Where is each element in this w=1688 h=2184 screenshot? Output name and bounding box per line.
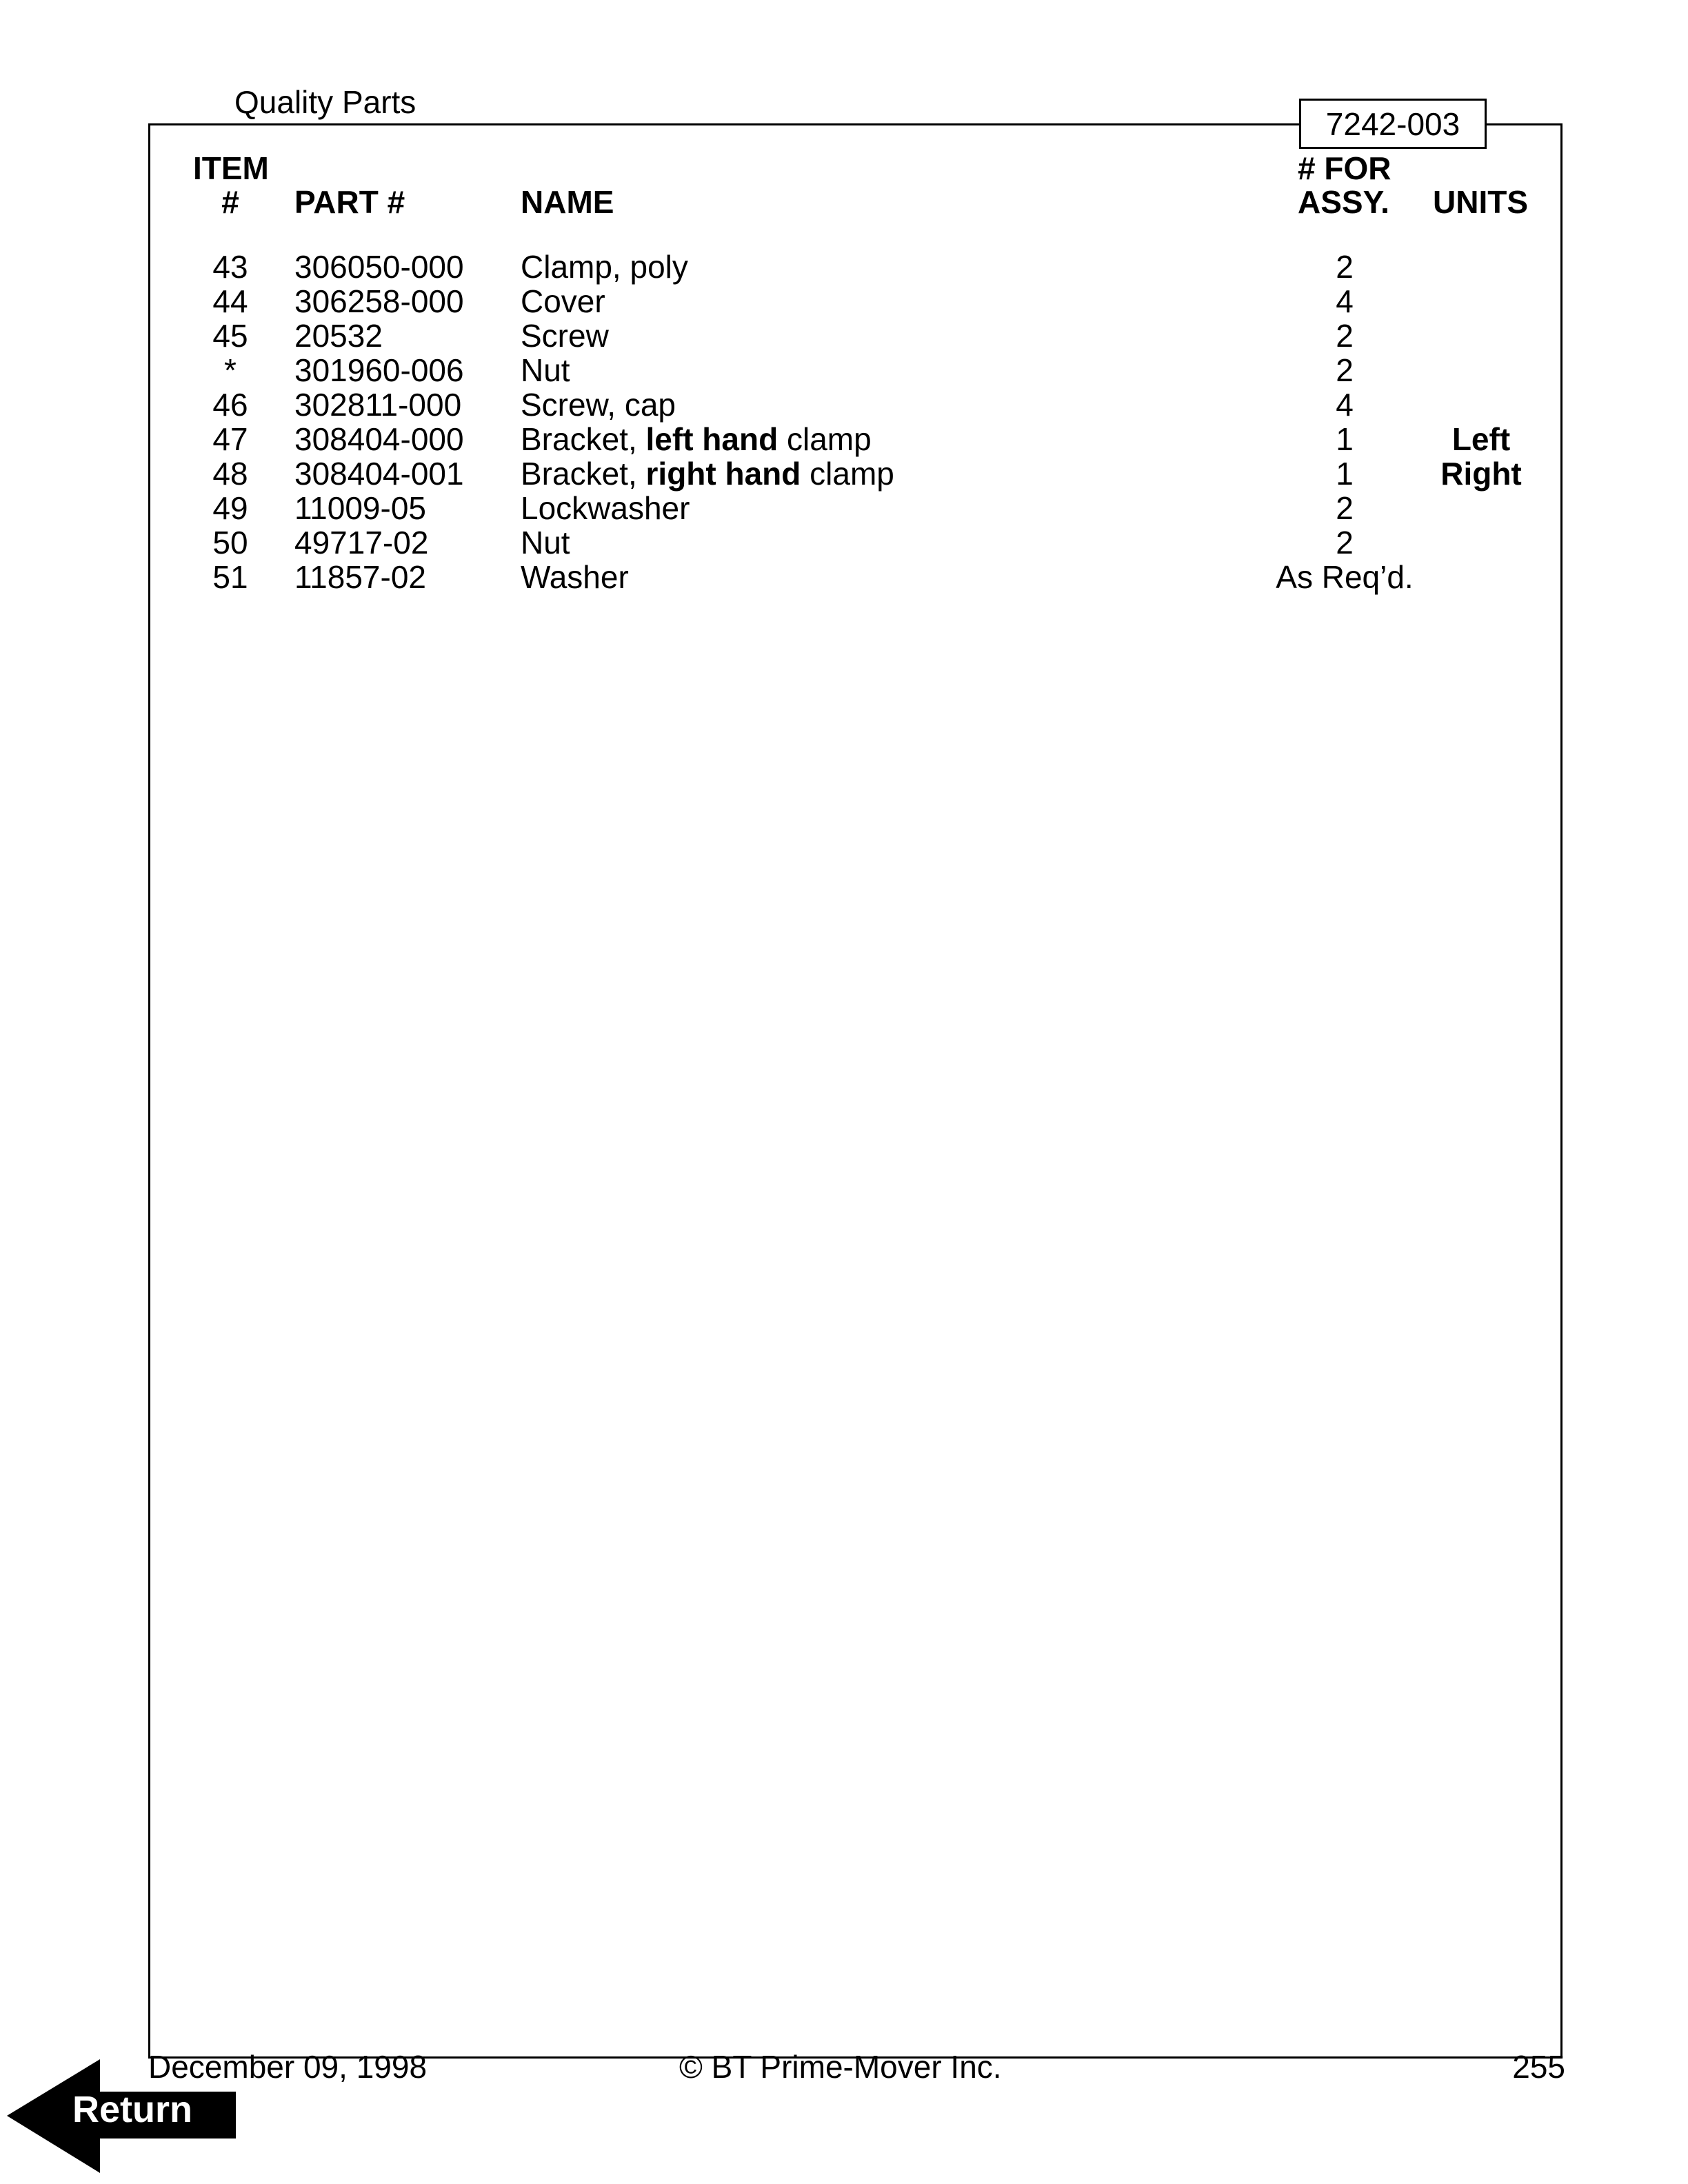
table-row (0, 284, 1688, 318)
part-name: Screw (521, 318, 609, 354)
table-row (0, 560, 1688, 594)
part-name: Lockwasher (521, 490, 690, 526)
assy-quantity: 4 (1336, 283, 1354, 319)
part-number: 308404-000 (294, 421, 464, 457)
item-number: 44 (212, 283, 248, 319)
part-number: 302811-000 (294, 387, 462, 423)
header-item-line2: # (221, 184, 239, 220)
table-row (0, 353, 1688, 387)
table-row (0, 250, 1688, 284)
item-number: 46 (212, 387, 248, 423)
page-number: 255 (1512, 2049, 1565, 2085)
assy-quantity: As Req’d. (1276, 559, 1414, 595)
part-number: 301960-006 (294, 352, 464, 388)
table-row (0, 318, 1688, 353)
part-name: Clamp, poly (521, 249, 688, 285)
table-row (0, 456, 1688, 491)
assy-quantity: 4 (1336, 387, 1354, 423)
return-label: Return (72, 2089, 192, 2130)
units: Right (1440, 456, 1522, 492)
header-part-number: PART # (294, 184, 405, 220)
part-name: Screw, cap (521, 387, 676, 423)
item-number: 45 (212, 318, 248, 354)
table-row (0, 387, 1688, 422)
part-name: Nut (521, 352, 570, 388)
table-row (0, 422, 1688, 456)
assy-quantity: 1 (1336, 456, 1354, 492)
part-name: Nut (521, 525, 570, 560)
footer-copyright: © BT Prime-Mover Inc. (679, 2049, 1002, 2085)
part-name: Bracket, right hand clamp (521, 456, 894, 492)
assy-quantity: 2 (1336, 352, 1354, 388)
assy-quantity: 2 (1336, 490, 1354, 526)
table-row (0, 525, 1688, 560)
part-number: 306050-000 (294, 249, 464, 285)
part-number: 20532 (294, 318, 383, 354)
item-number: * (224, 352, 237, 388)
header-assy-line1: # FOR (1298, 150, 1391, 186)
header-item-line1: ITEM (193, 150, 269, 186)
item-number: 43 (212, 249, 248, 285)
document-number: 7242-003 (1325, 105, 1460, 142)
item-number: 47 (212, 421, 248, 457)
assy-quantity: 2 (1336, 249, 1354, 285)
footer-date: December 09, 1998 (148, 2049, 428, 2085)
header-units: UNITS (1433, 184, 1528, 220)
return-button[interactable] (7, 2059, 238, 2173)
section-title: Quality Parts (234, 84, 416, 120)
part-number: 49717-02 (294, 525, 429, 560)
item-number: 50 (212, 525, 248, 560)
part-number: 308404-001 (294, 456, 464, 492)
part-number: 306258-000 (294, 283, 464, 319)
part-name: Bracket, left hand clamp (521, 421, 872, 457)
document-number-box (1299, 99, 1487, 149)
item-number: 48 (212, 456, 248, 492)
part-number: 11009-05 (294, 490, 426, 526)
part-number: 11857-02 (294, 559, 426, 595)
assy-quantity: 1 (1336, 421, 1354, 457)
table-row (0, 491, 1688, 525)
part-name: Washer (521, 559, 629, 595)
header-assy-line2: ASSY. (1298, 184, 1389, 220)
part-name: Cover (521, 283, 605, 319)
item-number: 51 (212, 559, 248, 595)
units: Left (1451, 421, 1511, 457)
assy-quantity: 2 (1336, 525, 1354, 560)
item-number: 49 (212, 490, 248, 526)
assy-quantity: 2 (1336, 318, 1354, 354)
header-name: NAME (521, 184, 614, 220)
